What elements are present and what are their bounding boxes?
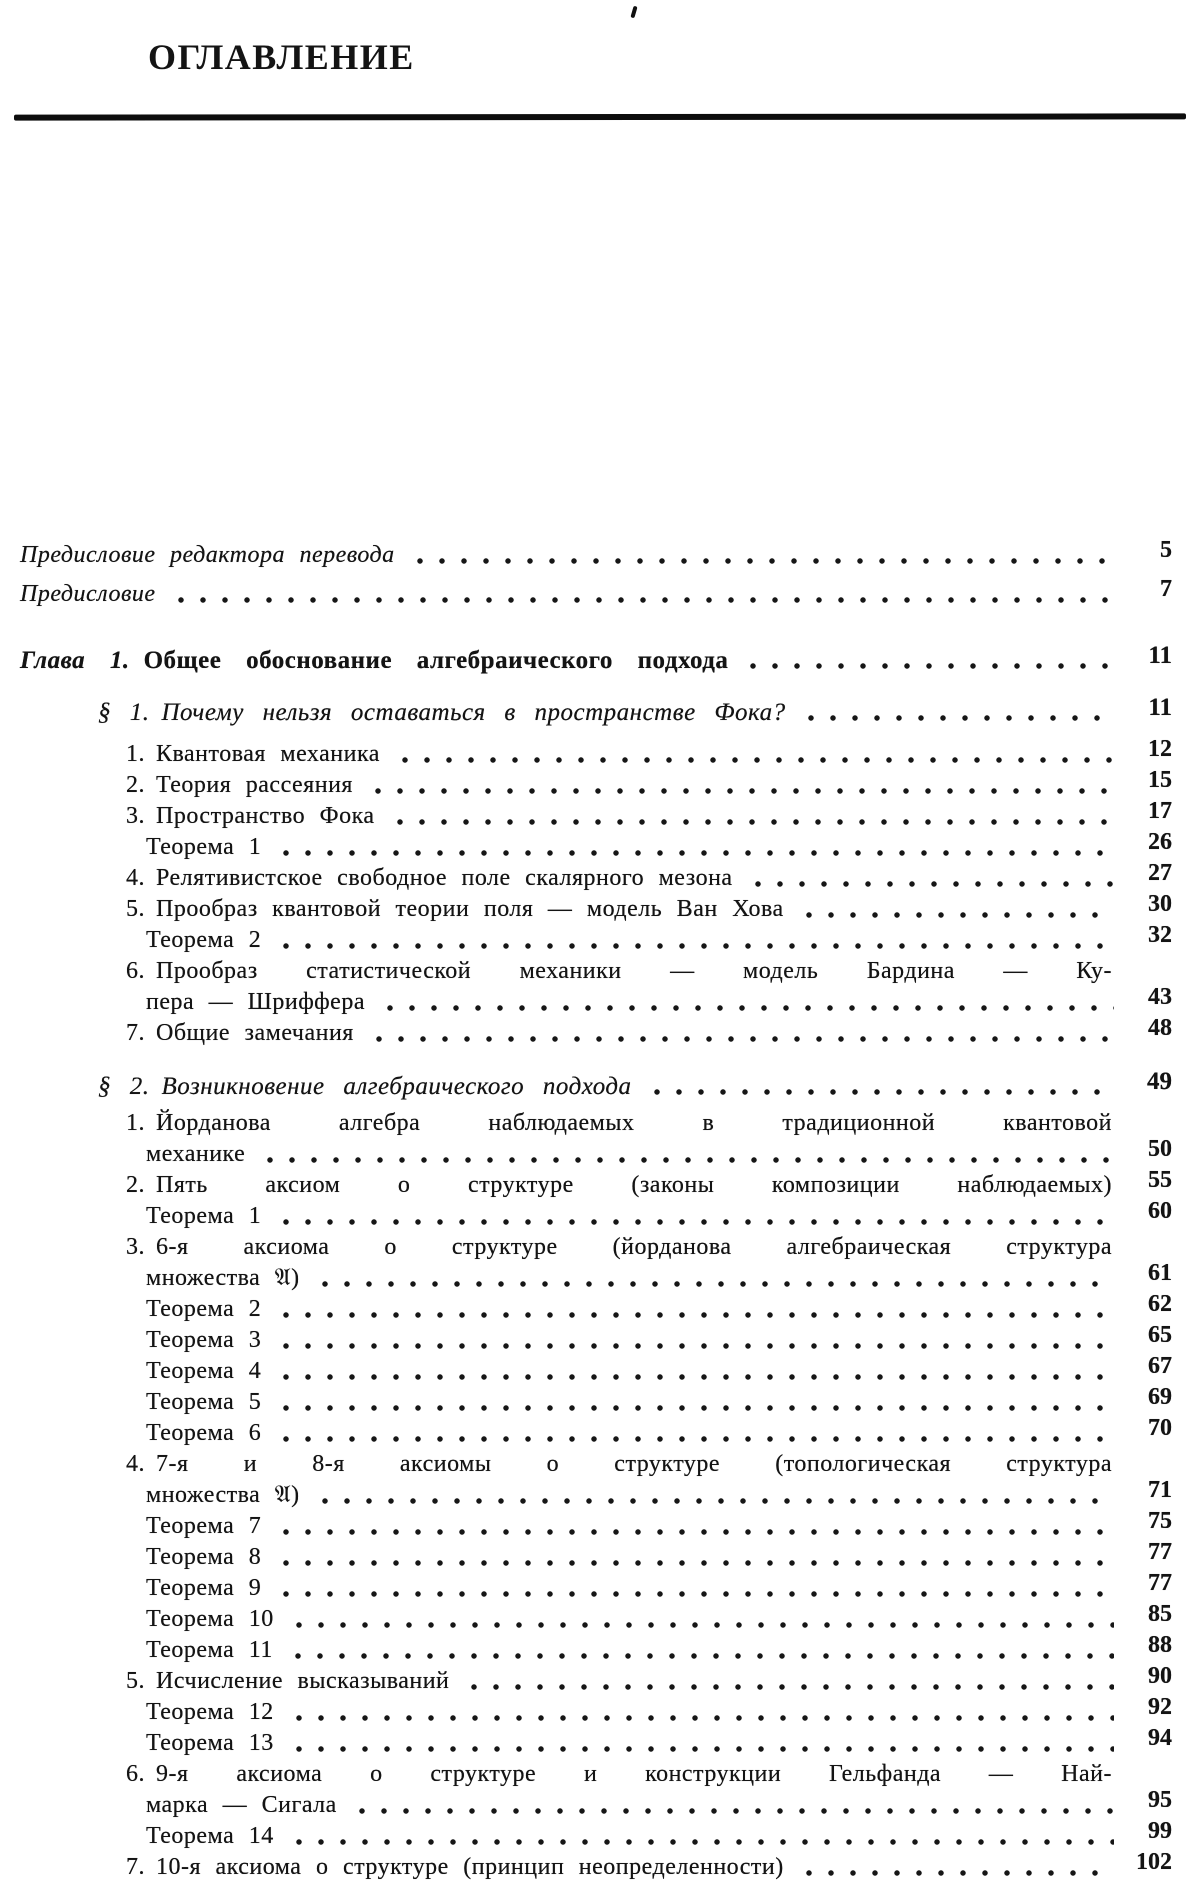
entry-title: Релятивистское свободное поле скалярного мезона xyxy=(156,865,733,891)
entry-title: Теорема 4 xyxy=(146,1358,262,1384)
dot-leader xyxy=(742,661,1114,671)
entry-number: 4. xyxy=(126,865,145,891)
divider-rule xyxy=(14,113,1186,120)
entry-title: Общее обоснование алгебраического подхода xyxy=(143,647,729,674)
dot-leader xyxy=(394,755,1114,765)
entry-page-number: 55 xyxy=(1148,1167,1172,1193)
entry-title: Теорема 2 xyxy=(146,1296,262,1322)
entry-number: 3. xyxy=(126,803,145,829)
entry-title: механике xyxy=(146,1141,246,1167)
entry-title: Прообраз квантовой теории поля — модель Ван Хова xyxy=(156,896,784,922)
entry-page-number: 92 xyxy=(1148,1694,1172,1720)
entry-title: Теорема 14 xyxy=(146,1823,274,1849)
toc-entry xyxy=(20,1849,1172,1883)
toc-entry xyxy=(20,1477,1172,1511)
entry-title: Теорема 11 xyxy=(146,1637,273,1663)
entry-title: множества 𝔄) xyxy=(146,1265,300,1291)
toc-entry xyxy=(20,576,1172,610)
entry-number: 7. xyxy=(126,1854,145,1880)
page-title: ОГЛАВЛЕНИЕ xyxy=(148,37,415,78)
entry-title: 10-я аксиома о структуре (принцип неопределенности) xyxy=(156,1854,784,1880)
entry-number: 6. xyxy=(126,958,145,984)
toc-entry xyxy=(20,1415,1172,1449)
entry-number: 2. xyxy=(126,1172,145,1198)
entry-title: Теорема 6 xyxy=(146,1420,262,1446)
entry-number: 2. xyxy=(126,772,145,798)
dot-leader xyxy=(259,1155,1114,1165)
entry-page-number: 77 xyxy=(1148,1539,1172,1565)
ink-speck xyxy=(630,6,637,19)
entry-number: 6. xyxy=(126,1761,145,1787)
entry-page-number: 43 xyxy=(1148,984,1172,1010)
toc-entry xyxy=(20,1787,1172,1821)
toc-entry xyxy=(20,860,1172,894)
entry-page-number: 85 xyxy=(1148,1601,1172,1627)
entry-page-number: 27 xyxy=(1148,860,1172,886)
toc-entry xyxy=(20,1539,1172,1573)
entry-title: 7-я и 8-я аксиомы о структуре (топологическая структура xyxy=(156,1451,1112,1477)
dot-leader xyxy=(389,817,1114,827)
toc-entry xyxy=(20,1322,1172,1356)
entry-title: Прообраз статистической механики — модель Бардина — Ку- xyxy=(156,958,1112,984)
entry-page-number: 62 xyxy=(1148,1291,1172,1317)
dot-leader xyxy=(463,1682,1114,1692)
dot-leader xyxy=(275,941,1114,951)
toc-entry xyxy=(20,1260,1172,1294)
entry-title: множества 𝔄) xyxy=(146,1482,300,1508)
toc-list xyxy=(20,537,1172,1883)
entry-title: Почему нельзя оставаться в пространстве Фока? xyxy=(161,699,786,726)
entry-page-number: 71 xyxy=(1148,1477,1172,1503)
dot-leader xyxy=(275,1217,1114,1227)
entry-number: Глава 1. xyxy=(20,647,130,674)
toc-entry xyxy=(20,798,1172,832)
entry-page-number: 11 xyxy=(1148,642,1172,669)
entry-title: Пять аксиом о структуре (законы композиции наблюдаемых) xyxy=(156,1172,1112,1198)
entry-title: Теорема 3 xyxy=(146,1327,262,1353)
entry-page-number: 26 xyxy=(1148,829,1172,855)
toc-entry xyxy=(20,1198,1172,1232)
dot-leader xyxy=(275,1403,1114,1413)
entry-page-number: 11 xyxy=(1148,694,1172,721)
entry-page-number: 77 xyxy=(1148,1570,1172,1596)
entry-page-number: 102 xyxy=(1136,1849,1172,1875)
dot-leader xyxy=(646,1087,1114,1097)
entry-page-number: 49 xyxy=(1147,1068,1172,1095)
dot-leader xyxy=(275,848,1114,858)
toc-entry xyxy=(20,1353,1172,1387)
toc-entry xyxy=(20,736,1172,770)
dot-leader xyxy=(314,1496,1114,1506)
toc-entry xyxy=(20,984,1172,1018)
toc-entry xyxy=(20,1725,1172,1759)
toc-entry xyxy=(20,537,1172,571)
entry-number: 1. xyxy=(126,1110,145,1136)
entry-title: Квантовая механика xyxy=(156,741,380,767)
entry-page-number: 75 xyxy=(1148,1508,1172,1534)
dot-leader xyxy=(275,1310,1114,1320)
dot-leader xyxy=(798,910,1114,920)
dot-leader xyxy=(379,1003,1114,1013)
dot-leader xyxy=(288,1620,1114,1630)
toc-entry xyxy=(20,1632,1172,1666)
entry-number: 5. xyxy=(126,1668,145,1694)
entry-title: Теорема 5 xyxy=(146,1389,262,1415)
entry-page-number: 48 xyxy=(1148,1015,1172,1041)
dot-leader xyxy=(275,1372,1114,1382)
entry-title: Общие замечания xyxy=(156,1020,354,1046)
entry-title: Возникновение алгебраического подхода xyxy=(161,1073,632,1100)
entry-page-number: 94 xyxy=(1148,1725,1172,1751)
toc-entry xyxy=(20,956,1172,987)
entry-title: Теорема 7 xyxy=(146,1513,262,1539)
entry-number: § 2. xyxy=(98,1073,150,1100)
dot-leader xyxy=(747,879,1114,889)
entry-number: 4. xyxy=(126,1451,145,1477)
dot-leader xyxy=(409,556,1114,566)
entry-title: Теорема 9 xyxy=(146,1575,262,1601)
entry-page-number: 69 xyxy=(1148,1384,1172,1410)
dot-leader xyxy=(798,1868,1114,1878)
toc-entry xyxy=(20,767,1172,801)
dot-leader xyxy=(275,1527,1114,1537)
toc-entry xyxy=(20,1015,1172,1049)
entry-page-number: 90 xyxy=(1148,1663,1172,1689)
entry-title: пера — Шриффера xyxy=(146,989,365,1015)
toc-entry xyxy=(20,1291,1172,1325)
dot-leader xyxy=(275,1341,1114,1351)
entry-page-number: 67 xyxy=(1148,1353,1172,1379)
toc-entry xyxy=(20,1136,1172,1170)
entry-page-number: 95 xyxy=(1148,1787,1172,1813)
dot-leader xyxy=(288,1744,1114,1754)
dot-leader xyxy=(314,1279,1114,1289)
dot-leader xyxy=(368,1034,1114,1044)
entry-title: 9-я аксиома о структуре и конструкции Гельфанда — Най- xyxy=(156,1761,1112,1787)
toc-entry xyxy=(20,1449,1172,1480)
entry-title: 6-я аксиома о структуре (йорданова алгебраическая структура xyxy=(156,1234,1112,1260)
entry-title: Теорема 1 xyxy=(146,834,262,860)
entry-page-number: 50 xyxy=(1148,1136,1172,1162)
entry-page-number: 5 xyxy=(1160,537,1172,563)
toc-entry xyxy=(20,1232,1172,1263)
entry-title: Исчисление высказываний xyxy=(156,1668,450,1694)
entry-page-number: 99 xyxy=(1148,1818,1172,1844)
toc-entry xyxy=(20,1167,1172,1201)
dot-leader xyxy=(800,713,1114,723)
entry-page-number: 65 xyxy=(1148,1322,1172,1348)
toc-entry xyxy=(20,1663,1172,1697)
toc-entry xyxy=(20,1068,1172,1102)
entry-page-number: 70 xyxy=(1148,1415,1172,1441)
dot-leader xyxy=(367,786,1114,796)
entry-number: 3. xyxy=(126,1234,145,1260)
entry-number: 1. xyxy=(126,741,145,767)
entry-title: Теорема 10 xyxy=(146,1606,274,1632)
entry-title: Теорема 12 xyxy=(146,1699,274,1725)
toc-entry xyxy=(20,922,1172,956)
entry-title: Теория рассеяния xyxy=(156,772,353,798)
entry-page-number: 17 xyxy=(1148,798,1172,824)
entry-title: Теорема 2 xyxy=(146,927,262,953)
entry-title: Теорема 13 xyxy=(146,1730,274,1756)
dot-leader xyxy=(170,595,1114,605)
toc-entry xyxy=(20,1384,1172,1418)
entry-number: § 1. xyxy=(98,699,150,726)
dot-leader xyxy=(351,1806,1114,1816)
entry-page-number: 12 xyxy=(1148,736,1172,762)
entry-page-number: 7 xyxy=(1160,576,1172,602)
toc-entry xyxy=(20,1570,1172,1604)
dot-leader xyxy=(288,1713,1114,1723)
toc-entry xyxy=(20,891,1172,925)
entry-title: Предисловие редактора перевода xyxy=(20,542,395,568)
entry-title: марка — Сигала xyxy=(146,1792,337,1818)
dot-leader xyxy=(275,1434,1114,1444)
entry-page-number: 61 xyxy=(1148,1260,1172,1286)
entry-page-number: 15 xyxy=(1148,767,1172,793)
toc-entry xyxy=(20,1108,1172,1139)
toc-entry xyxy=(20,1818,1172,1852)
entry-title: Предисловие xyxy=(20,581,156,607)
entry-title: Теорема 8 xyxy=(146,1544,262,1570)
toc-entry xyxy=(20,1508,1172,1542)
toc-entry xyxy=(20,1694,1172,1728)
entry-title: Теорема 1 xyxy=(146,1203,262,1229)
entry-number: 5. xyxy=(126,896,145,922)
dot-leader xyxy=(288,1837,1114,1847)
entry-page-number: 88 xyxy=(1148,1632,1172,1658)
dot-leader xyxy=(275,1589,1114,1599)
entry-title: Йорданова алгебра наблюдаемых в традиционной квантовой xyxy=(156,1110,1112,1136)
toc-entry xyxy=(20,1601,1172,1635)
toc-entry xyxy=(20,829,1172,863)
toc-entry xyxy=(20,1759,1172,1790)
entry-page-number: 30 xyxy=(1148,891,1172,917)
dot-leader xyxy=(287,1651,1114,1661)
toc-entry xyxy=(20,694,1172,728)
toc-entry xyxy=(20,642,1172,676)
dot-leader xyxy=(275,1558,1114,1568)
entry-page-number: 60 xyxy=(1148,1198,1172,1224)
entry-page-number: 32 xyxy=(1148,922,1172,948)
entry-title: Пространство Фока xyxy=(156,803,375,829)
entry-number: 7. xyxy=(126,1020,145,1046)
